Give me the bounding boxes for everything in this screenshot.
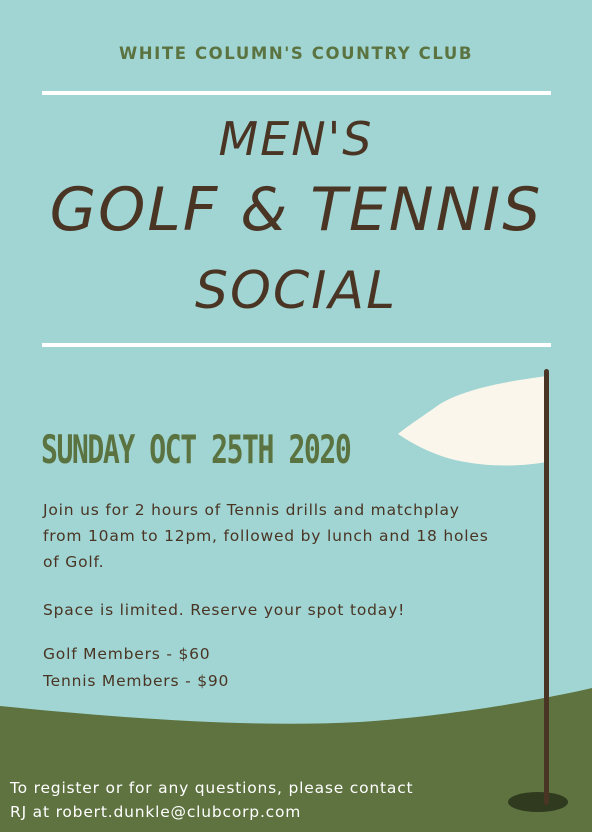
tennis-members-price: Tennis Members - $90 [43, 672, 230, 690]
flag-pole [544, 369, 549, 805]
contact-info [10, 776, 413, 824]
top-divider [42, 91, 551, 95]
contact-line-1: To register or for any questions, please contact [10, 779, 414, 797]
title-line-1: MEN'S [218, 112, 374, 166]
space-note: Space is limited. Reserve your spot today! [43, 601, 406, 619]
golf-flag-icon [398, 376, 546, 466]
bottom-divider [42, 343, 551, 347]
contact-line-2: RJ at robert.dunkle@clubcorp.com [10, 803, 302, 821]
event-description: Join us for 2 hours of Tennis drills and matchplay from 10am to 12pm, followed by lunch and 18 holes of Golf. [43, 501, 489, 571]
event-date: SUNDAY OCT 25TH 2020 [41, 428, 351, 473]
golf-hole-icon [508, 792, 568, 812]
golf-members-price: Golf Members - $60 [43, 645, 211, 663]
title-line-2: GOLF & TENNIS [49, 175, 543, 245]
club-name: WHITE COLUMN'S COUNTRY CLUB [118, 44, 474, 63]
title-line-3: SOCIAL [194, 261, 398, 321]
